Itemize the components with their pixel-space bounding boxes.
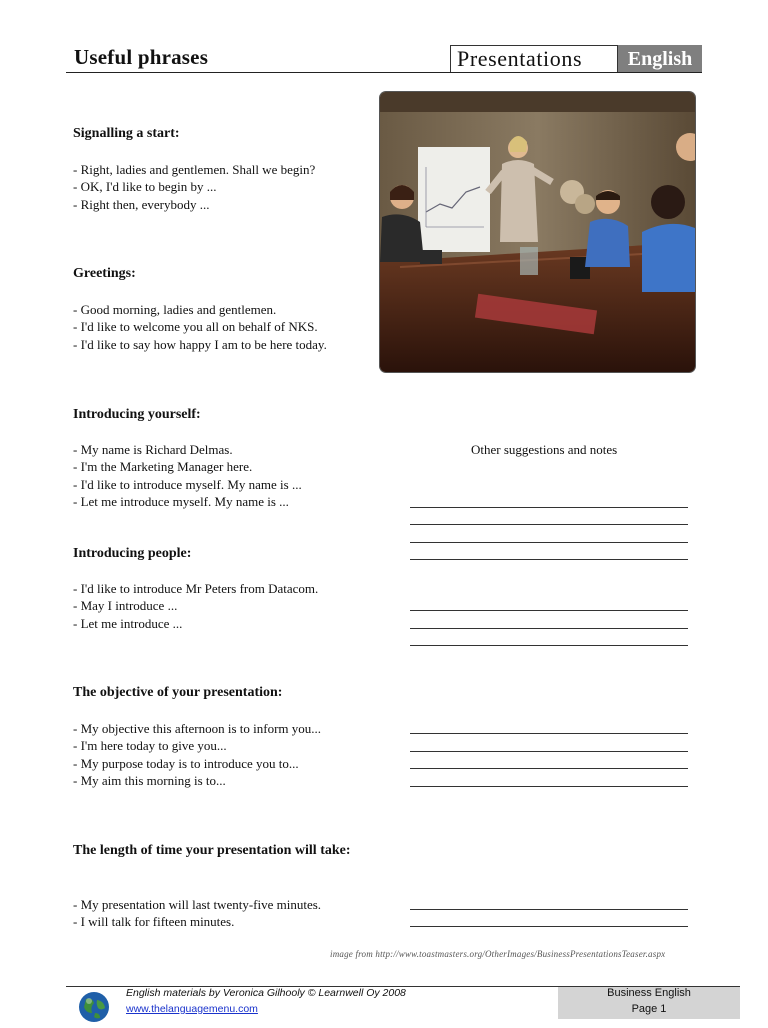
section-title: Greetings:: [73, 266, 136, 281]
language-badge: English: [618, 45, 702, 72]
note-line[interactable]: [410, 645, 688, 646]
topic-label: Presentations: [457, 46, 583, 71]
note-line[interactable]: [410, 926, 688, 927]
note-line[interactable]: [410, 507, 688, 508]
phrase-line: - I'd like to say how happy I am to be here today.: [73, 337, 327, 352]
note-line[interactable]: [410, 786, 688, 787]
phrase-line: - May I introduce ...: [73, 598, 178, 613]
phrase-line: - Good morning, ladies and gentlemen.: [73, 302, 277, 317]
header-rule: [66, 72, 702, 73]
page-number: Page 1: [631, 1003, 667, 1015]
meeting-photo: [380, 92, 695, 372]
phrase-line: - My presentation will last twenty-five minutes.: [73, 897, 322, 912]
notes-label: Other suggestions and notes: [471, 442, 618, 457]
page-title: Useful phrases: [74, 45, 209, 69]
section-title: The length of time your presentation will take:: [73, 843, 351, 858]
phrase-line: - I'm here today to give you...: [73, 738, 227, 753]
footer-course: Business English: [607, 987, 691, 999]
phrase-line: - I'd like to introduce myself. My name is ...: [73, 477, 302, 492]
phrase-line: - OK, I'd like to begin by ...: [73, 179, 217, 194]
phrase-line: - I'm the Marketing Manager here.: [73, 459, 253, 474]
phrase-line: - My purpose today is to introduce you to...: [73, 756, 299, 771]
note-line[interactable]: [410, 559, 688, 560]
note-line[interactable]: [410, 768, 688, 769]
note-line[interactable]: [410, 909, 688, 910]
phrase-line: - Let me introduce myself. My name is ...: [73, 494, 289, 509]
section-title: Signalling a start:: [73, 126, 180, 141]
note-line[interactable]: [410, 628, 688, 629]
section-title: Introducing people:: [73, 546, 192, 561]
phrase-line: - Right then, everybody ...: [73, 197, 210, 212]
note-line[interactable]: [410, 542, 688, 543]
phrase-line: - Let me introduce ...: [73, 616, 183, 631]
image-credit: image from http://www.toastmasters.org/OtherImages/BusinessPresentationsTeaser.aspx: [330, 949, 666, 959]
phrase-line: - I'd like to welcome you all on behalf of NKS.: [73, 319, 318, 334]
note-line[interactable]: [410, 751, 688, 752]
phrase-line: - Right, ladies and gentlemen. Shall we begin?: [73, 162, 316, 177]
note-line[interactable]: [410, 733, 688, 734]
phrase-line: - I'd like to introduce Mr Peters from Datacom.: [73, 581, 319, 596]
phrase-line: - My objective this afternoon is to inform you...: [73, 721, 322, 736]
note-line[interactable]: [410, 524, 688, 525]
section-title: Introducing yourself:: [73, 407, 201, 422]
note-line[interactable]: [410, 610, 688, 611]
footer-author: English materials by Veronica Gilhooly © Learnwell Oy 2008: [126, 987, 406, 999]
phrase-line: - I will talk for fifteen minutes.: [73, 914, 235, 929]
globe-icon: [78, 991, 110, 1023]
phrase-line: - My name is Richard Delmas.: [73, 442, 233, 457]
section-title: The objective of your presentation:: [73, 685, 283, 700]
phrase-line: - My aim this morning is to...: [73, 773, 226, 788]
footer-link[interactable]: www.thelanguagemenu.com: [126, 1003, 258, 1015]
